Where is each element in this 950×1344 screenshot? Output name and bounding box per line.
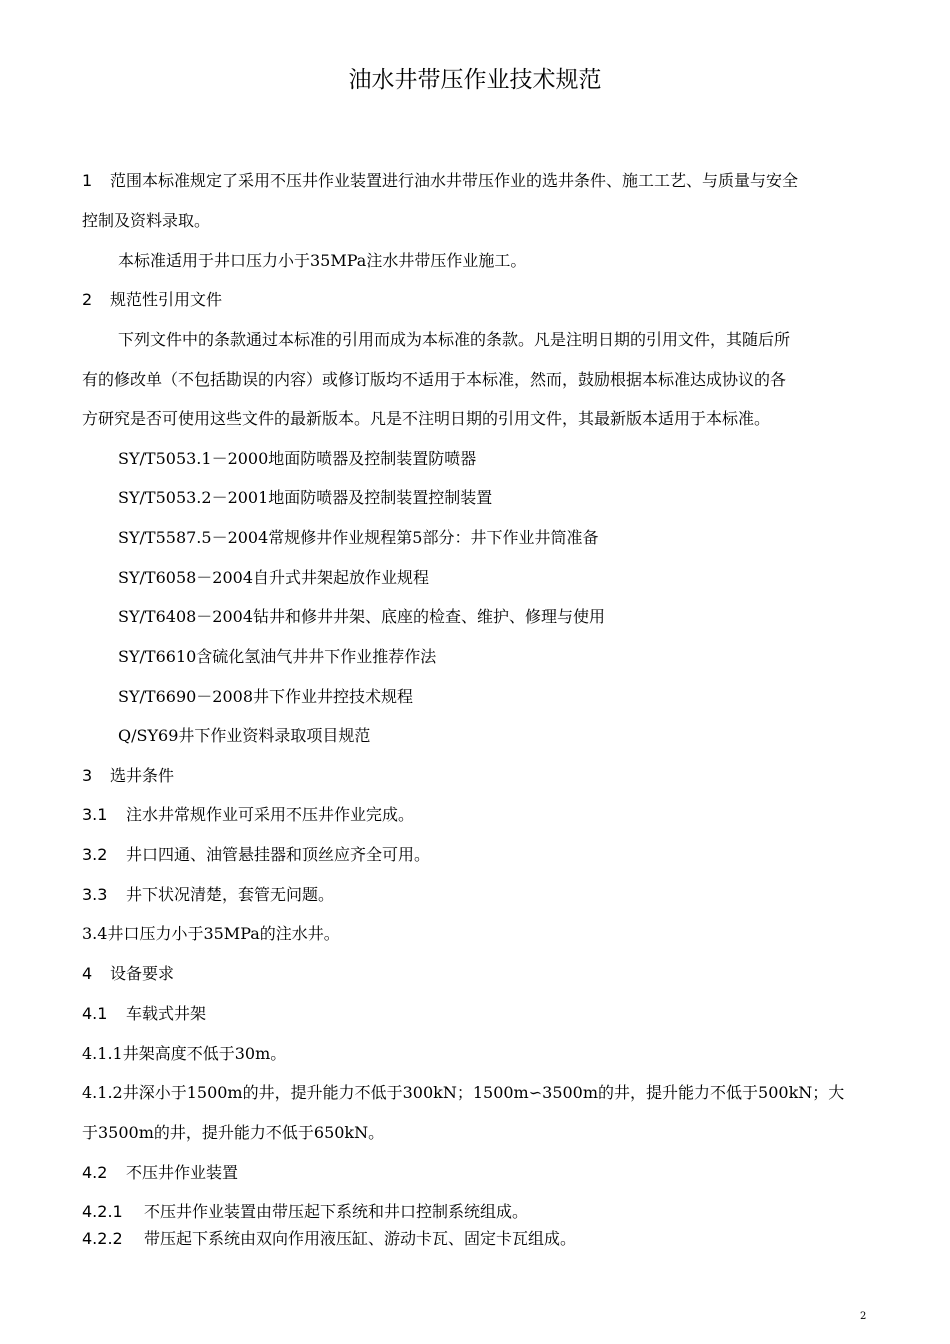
section-4-1-2-line-1: 4.1.2井深小于1500m的井，提升能力不低于300kN；1500m∽3500m的井，提升能力不低于500kN；大 xyxy=(82,1083,845,1102)
section-2-paragraph-line-1: 下列文件中的条款通过本标准的引用而成为本标准的条款。凡是注明日期的引用文件，其随后所 xyxy=(118,330,791,349)
item-number: 3.1 xyxy=(82,805,108,824)
section-4-2-2 xyxy=(82,1227,576,1251)
reference-item: SY/T5053.2－2001地面防喷器及控制装置控制装置 xyxy=(118,488,493,507)
section-1-text-cont: 控制及资料录取。 xyxy=(82,211,211,230)
section-2-number: 2 xyxy=(82,290,93,309)
reference-item: SY/T6058－2004自升式井架起放作业规程 xyxy=(118,568,430,587)
item-number: 4.2.2 xyxy=(82,1229,123,1248)
section-3-item xyxy=(82,803,414,827)
item-text: 井口四通、油管悬挂器和顶丝应齐全可用。 xyxy=(126,845,431,864)
section-3-item-4: 3.4井口压力小于35MPa的注水井。 xyxy=(82,924,340,943)
section-3-item xyxy=(82,843,430,867)
reference-item: SY/T6690－2008井下作业井控技术规程 xyxy=(118,687,414,706)
section-3-line xyxy=(82,764,174,788)
section-4-2-line xyxy=(82,1161,238,1185)
item-text: 注水井常规作业可采用不压井作业完成。 xyxy=(126,805,415,824)
section-4-1-1: 4.1.1井架高度不低于30m。 xyxy=(82,1044,287,1063)
section-4-heading: 设备要求 xyxy=(110,964,175,983)
item-number: 4.2.1 xyxy=(82,1202,123,1221)
reference-item: SY/T6610含硫化氢油气井井下作业推荐作法 xyxy=(118,647,437,666)
item-number: 3.3 xyxy=(82,885,108,904)
reference-item: SY/T6408－2004钻井和修井井架、底座的检查、维护、修理与使用 xyxy=(118,607,606,626)
section-4-1-heading: 车载式井架 xyxy=(126,1004,207,1023)
item-text: 带压起下系统由双向作用液压缸、游动卡瓦、固定卡瓦组成。 xyxy=(144,1229,577,1248)
reference-item: SY/T5587.5－2004常规修井作业规程第5部分：井下作业井筒准备 xyxy=(118,528,599,547)
section-2-heading: 规范性引用文件 xyxy=(110,290,223,309)
section-2-line xyxy=(82,288,222,312)
section-1-text: 本标准规定了采用不压井作业装置进行油水井带压作业的选井条件、施工工艺、与质量与安全 xyxy=(142,171,799,190)
reference-item: Q/SY69井下作业资料录取项目规范 xyxy=(118,726,371,745)
section-4-2-1 xyxy=(82,1200,528,1224)
section-1-heading: 范围 xyxy=(110,171,143,190)
item-text: 井下状况清楚，套管无问题。 xyxy=(126,885,335,904)
section-3-number: 3 xyxy=(82,766,93,785)
section-4-1-number: 4.1 xyxy=(82,1004,108,1023)
section-1-number: 1 xyxy=(82,171,93,190)
reference-item: SY/T5053.1－2000地面防喷器及控制装置防喷器 xyxy=(118,449,477,468)
document-title: 油水井带压作业技术规范 xyxy=(348,67,602,93)
section-3-item xyxy=(82,883,334,907)
section-4-2-number: 4.2 xyxy=(82,1163,108,1182)
section-4-1-2-line-2: 于3500m的井，提升能力不低于650kN。 xyxy=(82,1123,385,1142)
item-text: 不压井作业装置由带压起下系统和井口控制系统组成。 xyxy=(144,1202,529,1221)
item-number: 3.2 xyxy=(82,845,108,864)
section-1-scope-paragraph: 本标准适用于井口压力小于35MPa注水井带压作业施工。 xyxy=(118,251,527,270)
section-4-1-line xyxy=(82,1002,206,1026)
page-number: 2 xyxy=(860,1311,867,1322)
section-3-heading: 选井条件 xyxy=(110,766,175,785)
section-2-paragraph-line-2: 有的修改单（不包括勘误的内容）或修订版均不适用于本标准，然而，鼓励根据本标准达成协议的各 xyxy=(82,370,787,389)
section-4-2-heading: 不压井作业装置 xyxy=(126,1163,239,1182)
section-4-number: 4 xyxy=(82,964,93,983)
section-1-line xyxy=(82,169,798,193)
section-2-paragraph-line-3: 方研究是否可使用这些文件的最新版本。凡是不注明日期的引用文件，其最新版本适用于本标准。 xyxy=(82,409,771,428)
section-4-line xyxy=(82,962,174,986)
